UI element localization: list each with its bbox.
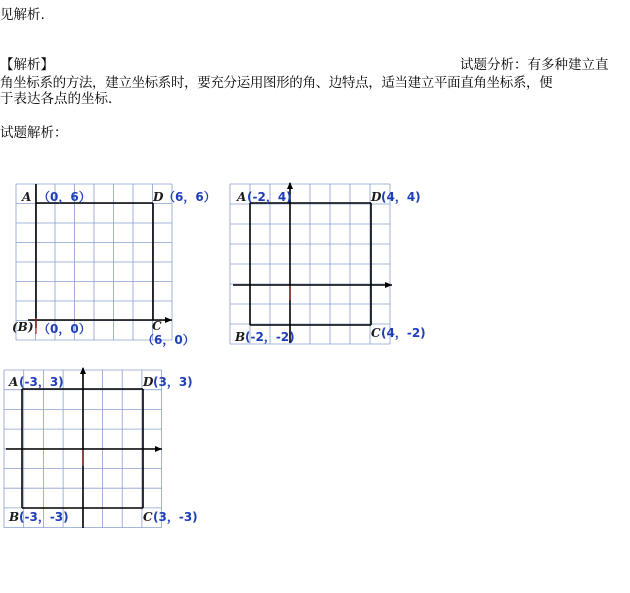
point-label-C: C — [152, 319, 162, 333]
grid-1 — [16, 184, 172, 340]
coord-label-D: (3，3) — [153, 375, 193, 389]
coord-label-C: (4，-2) — [381, 326, 426, 340]
coord-label-C: （6，0） — [142, 333, 195, 347]
coord-label-D: （6，6） — [163, 190, 216, 204]
x-axis-arrow — [165, 317, 172, 323]
figure-3 — [4, 367, 198, 528]
point-label-B: B — [9, 510, 20, 524]
solution-heading: 试题解析： — [0, 125, 68, 141]
coord-label-A: （0，6） — [38, 190, 91, 204]
coord-label-A: (-2，4) — [247, 190, 292, 204]
coord-label-C: (3，-3) — [153, 510, 198, 524]
point-label-D: D — [153, 190, 164, 204]
point-label-C: C — [371, 326, 381, 340]
point-label-B: (B) — [12, 320, 34, 334]
coord-label-B: (-3，-3) — [19, 510, 69, 524]
point-label-D: D — [143, 375, 154, 389]
analysis-heading: 【解析】 — [0, 57, 54, 73]
point-label-D: D — [371, 190, 382, 204]
point-label-B: B — [235, 330, 246, 344]
analysis-intro: 试题分析：有多种建立直 — [460, 57, 609, 73]
point-label-C: C — [143, 510, 153, 524]
figure-1 — [12, 184, 216, 347]
coord-label-A: (-3，3) — [19, 375, 64, 389]
point-label-A: A — [237, 190, 247, 204]
analysis-line-2: 角坐标系的方法，建立坐标系时，要充分运用图形的角、边特点，适当建立平面直角坐标系，便 — [0, 75, 553, 91]
coord-label-B: (-2，-2) — [245, 330, 295, 344]
analysis-line-3: 于表达各点的坐标． — [0, 91, 122, 107]
coord-label-B: （0，0） — [38, 322, 91, 336]
figure-2 — [230, 182, 426, 344]
answer-text: 见解析. — [0, 7, 45, 23]
grid-2 — [230, 184, 390, 344]
x-axis-arrow — [385, 282, 392, 288]
point-label-A: A — [9, 375, 19, 389]
y-axis-arrow — [80, 367, 86, 374]
x-axis-arrow — [155, 446, 162, 452]
y-axis-arrow — [287, 182, 293, 189]
point-label-A: A — [22, 190, 32, 204]
coord-label-D: (4，4) — [381, 190, 421, 204]
